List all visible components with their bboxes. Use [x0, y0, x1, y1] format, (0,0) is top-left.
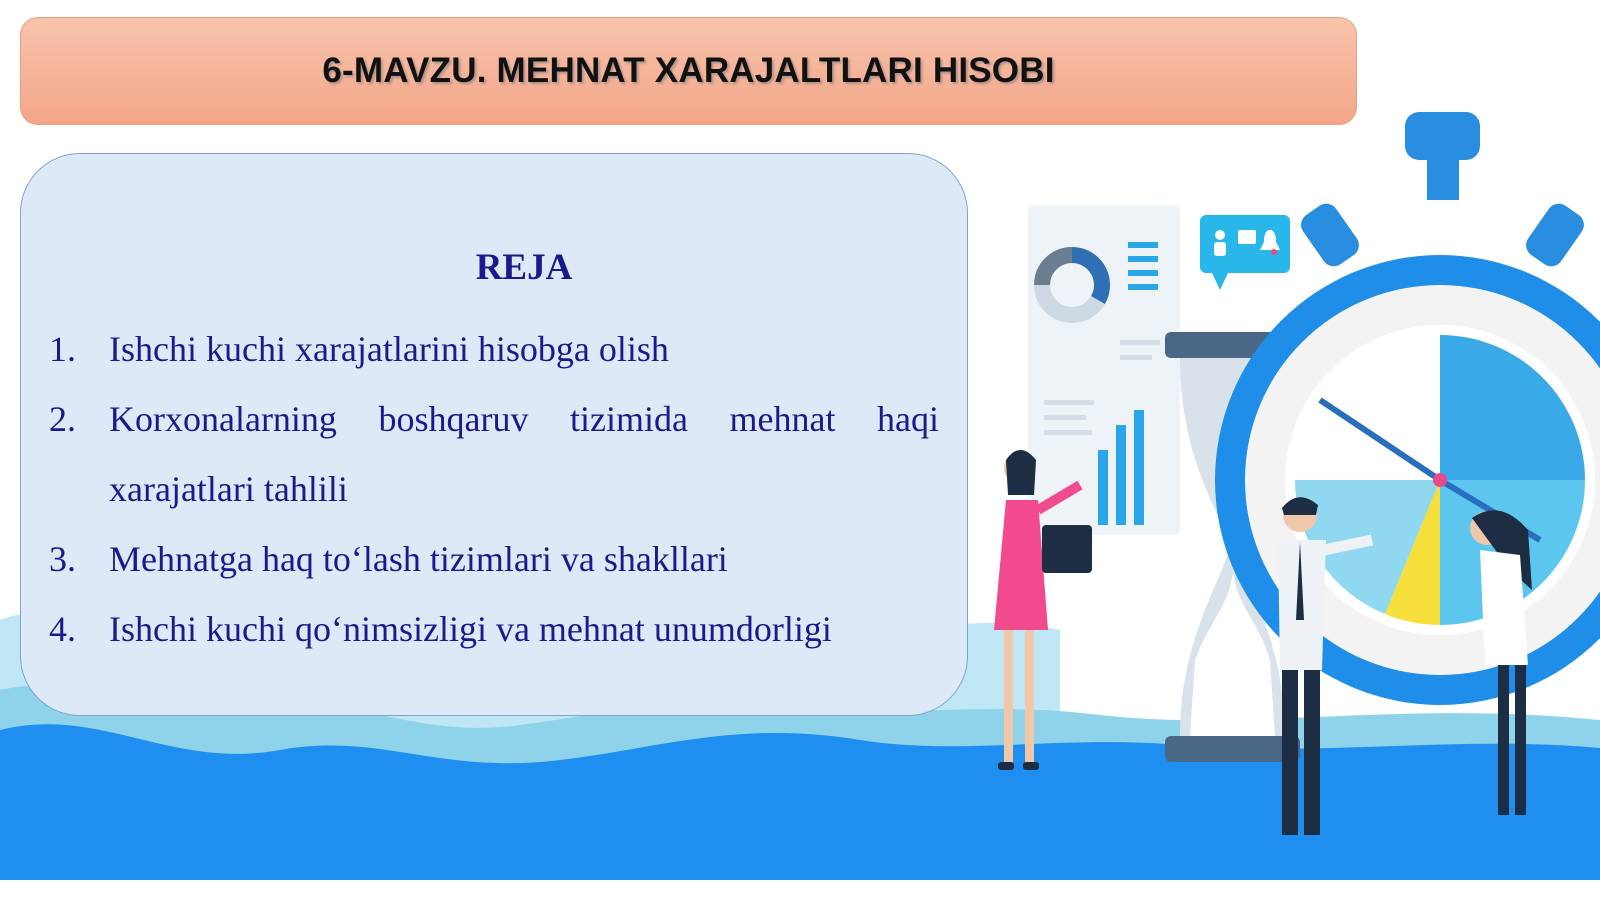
- plan-item-text: Ishchi kuchi qo‘nimsizligi va mehnat unumdorligi: [109, 609, 832, 649]
- plan-list: [49, 314, 939, 664]
- plan-item-text: Mehnatga haq to‘lash tizimlari va shakllari: [109, 539, 728, 579]
- plan-item-number: 1.: [49, 329, 76, 369]
- plan-item-number: 3.: [49, 539, 76, 579]
- dashboard-panel: [1028, 205, 1180, 535]
- plan-item-text: Ishchi kuchi xarajatlarini hisobga olish: [109, 329, 669, 369]
- plan-item-number: 4.: [49, 609, 76, 649]
- plan-heading: REJA: [475, 247, 573, 288]
- stopwatch-icon: [1215, 112, 1600, 705]
- plan-item-number: 2.: [49, 399, 76, 439]
- plan-item-2: [49, 384, 939, 524]
- plan-item-1: [49, 314, 939, 384]
- plan-item-4: [49, 594, 939, 664]
- illustration: [980, 100, 1600, 899]
- slide-title: 6-MAVZU. MEHNAT XARAJALTLARI HISOBI: [322, 51, 1055, 90]
- plan-item-text: Korxonalarning boshqaruv tizimida mehnat haqi xarajatlari tahlili: [109, 399, 939, 509]
- plan-item-3: [49, 524, 939, 594]
- plan-box: [20, 153, 968, 716]
- chat-bubble-icon: [1200, 215, 1290, 290]
